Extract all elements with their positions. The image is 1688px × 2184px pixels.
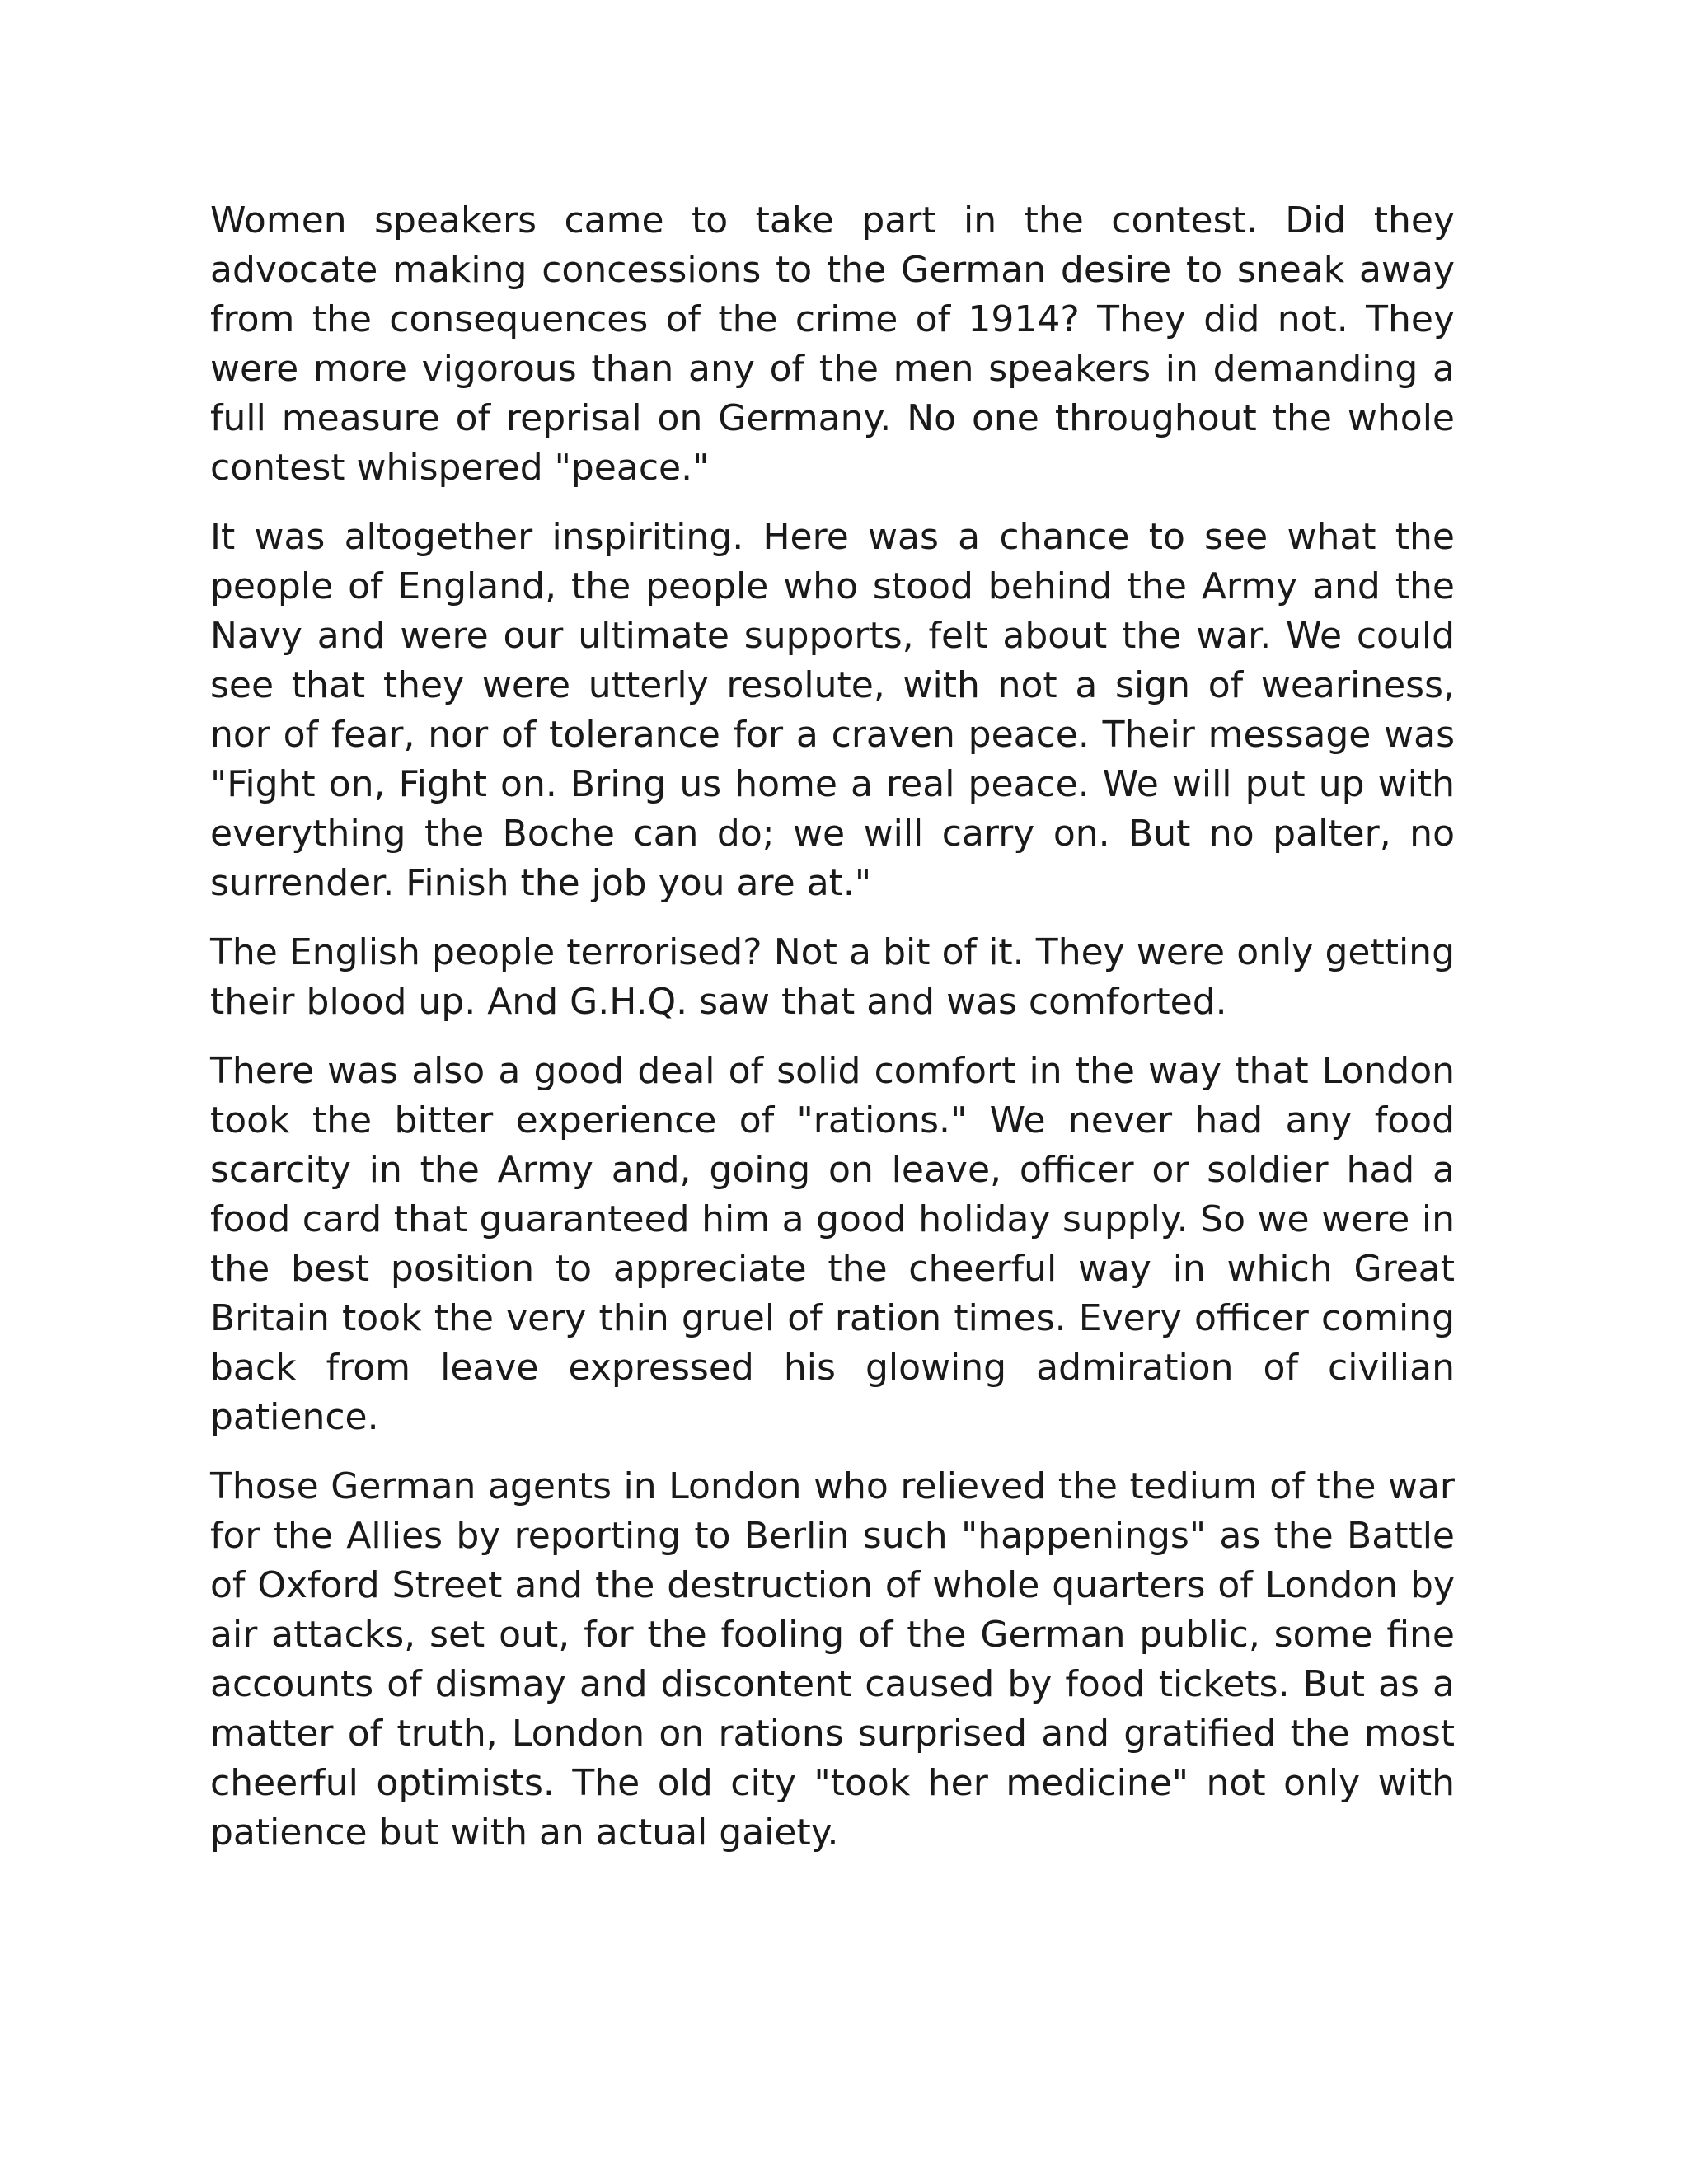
paragraph-inspiriting: It was altogether inspiriting. Here was a chance to see what the people of England, the people who stood behind the Army and the Navy and were our ultimate supports, felt about the war. We could see that they were utterly resolute, with not a sign of weariness, nor of fear, nor of tolerance for a craven peace. Their message was "Fight on, Fight on. Bring us home a real peace. We will put up with everything the Boche can do; we will carry on. But no palter, no surrender. Finish the job you are at."	[210, 516, 1455, 904]
paragraph-german-agents: Those German agents in London who relieved the tedium of the war for the Allies by reporting to Berlin such "happenings" as the Battle of Oxford Street and the destruction of whole quarters of London by air attacks, set out, for the fooling of the German public, some fine accounts of dismay and discontent caused by food tickets. But as a matter of truth, London on rations surprised and gratified the most cheerful optimists. The old city "took her medicine" not only with patience but with an actual gaiety.	[210, 1465, 1455, 1854]
paragraph-women-speakers: Women speakers came to take part in the contest. Did they advocate making concessions to the German desire to sneak away from the consequences of the crime of 1914? They did not. They were more vigorous than any of the men speakers in demanding a full measure of reprisal on Germany. No one throughout the whole contest whispered "peace."	[210, 199, 1455, 489]
body-text	[210, 196, 1455, 1877]
paragraph-rations: There was also a good deal of solid comfort in the way that London took the bitter experience of "rations." We never had any food scarcity in the Army and, going on leave, officer or soldier had a food card that guaranteed him a good holiday supply. So we were in the best position to appreciate the cheerful way in which Great Britain took the very thin gruel of ration times. Every officer coming back from leave expressed his glowing admiration of civilian patience.	[210, 1050, 1455, 1438]
paragraph-english-people: The English people terrorised? Not a bit of it. They were only getting their blood up. And G.H.Q. saw that and was comforted.	[210, 931, 1455, 1023]
